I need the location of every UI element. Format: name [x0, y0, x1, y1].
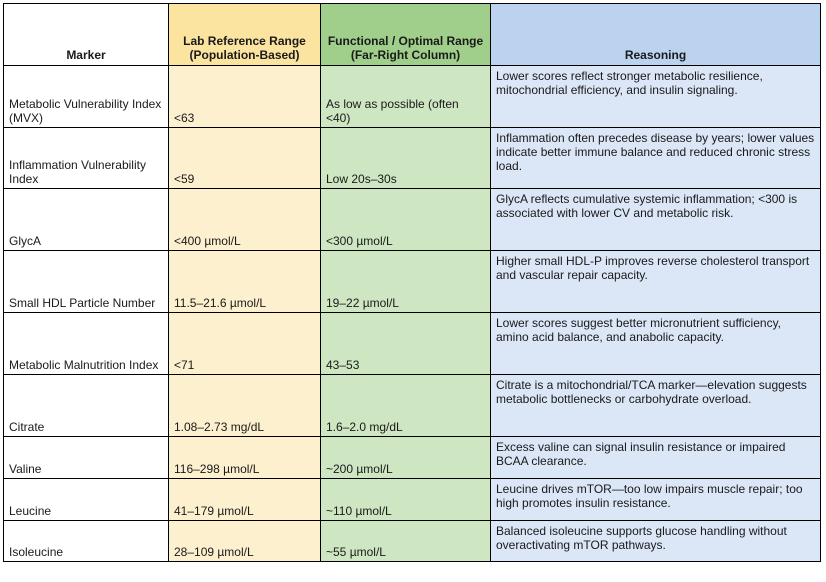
optimal-range-cell: <300 µmol/L — [321, 189, 491, 251]
marker-cell: Leucine — [4, 479, 169, 521]
optimal-range-cell: As low as possible (often <40) — [321, 66, 491, 128]
table-row — [4, 128, 821, 189]
lab-range-cell: <400 µmol/L — [169, 189, 321, 251]
lab-range-cell: 41–179 µmol/L — [169, 479, 321, 521]
table-row — [4, 375, 821, 437]
optimal-range-cell: 1.6–2.0 mg/dL — [321, 375, 491, 437]
lab-range-cell: 116–298 µmol/L — [169, 437, 321, 479]
marker-cell: Small HDL Particle Number — [4, 251, 169, 313]
header-lab-range: Lab Reference Range (Population-Based) — [169, 4, 321, 66]
lab-range-cell: 11.5–21.6 µmol/L — [169, 251, 321, 313]
reasoning-cell: Inflammation often precedes disease by years; lower values indicate better immune balance and reduced chronic stress load. — [491, 128, 821, 189]
reasoning-cell: Citrate is a mitochondrial/TCA marker—elevation suggests metabolic bottlenecks or carbohydrate overload. — [491, 375, 821, 437]
reasoning-cell: Excess valine can signal insulin resistance or impaired BCAA clearance. — [491, 437, 821, 479]
marker-reference-table — [3, 3, 821, 562]
table-row — [4, 437, 821, 479]
header-row — [4, 4, 821, 66]
lab-range-cell: <63 — [169, 66, 321, 128]
optimal-range-cell: ~200 µmol/L — [321, 437, 491, 479]
table-row — [4, 189, 821, 251]
marker-cell: GlycA — [4, 189, 169, 251]
reasoning-cell: Balanced isoleucine supports glucose handling without overactivating mTOR pathways. — [491, 521, 821, 562]
table-row — [4, 66, 821, 128]
lab-range-cell: <59 — [169, 128, 321, 189]
header-reasoning: Reasoning — [491, 4, 821, 66]
marker-cell: Valine — [4, 437, 169, 479]
header-optimal-range: Functional / Optimal Range (Far-Right Column) — [321, 4, 491, 66]
reasoning-cell: Leucine drives mTOR—too low impairs muscle repair; too high promotes insulin resistance. — [491, 479, 821, 521]
marker-cell: Metabolic Malnutrition Index — [4, 313, 169, 375]
optimal-range-cell: 43–53 — [321, 313, 491, 375]
optimal-range-cell: ~110 µmol/L — [321, 479, 491, 521]
lab-range-cell: 1.08–2.73 mg/dL — [169, 375, 321, 437]
table-row — [4, 521, 821, 562]
optimal-range-cell: ~55 µmol/L — [321, 521, 491, 562]
reasoning-cell: GlycA reflects cumulative systemic inflammation; <300 is associated with lower CV and metabolic risk. — [491, 189, 821, 251]
reasoning-cell: Higher small HDL-P improves reverse cholesterol transport and vascular repair capacity. — [491, 251, 821, 313]
table-row — [4, 479, 821, 521]
reasoning-cell: Lower scores suggest better micronutrient sufficiency, amino acid balance, and anabolic capacity. — [491, 313, 821, 375]
marker-cell: Metabolic Vulnerability Index (MVX) — [4, 66, 169, 128]
optimal-range-cell: 19–22 µmol/L — [321, 251, 491, 313]
lab-range-cell: <71 — [169, 313, 321, 375]
table-row — [4, 251, 821, 313]
marker-cell: Inflammation Vulnerability Index — [4, 128, 169, 189]
lab-range-cell: 28–109 µmol/L — [169, 521, 321, 562]
marker-cell: Citrate — [4, 375, 169, 437]
table-row — [4, 313, 821, 375]
header-marker: Marker — [4, 4, 169, 66]
reasoning-cell: Lower scores reflect stronger metabolic resilience, mitochondrial efficiency, and insulin signaling. — [491, 66, 821, 128]
marker-cell: Isoleucine — [4, 521, 169, 562]
optimal-range-cell: Low 20s–30s — [321, 128, 491, 189]
